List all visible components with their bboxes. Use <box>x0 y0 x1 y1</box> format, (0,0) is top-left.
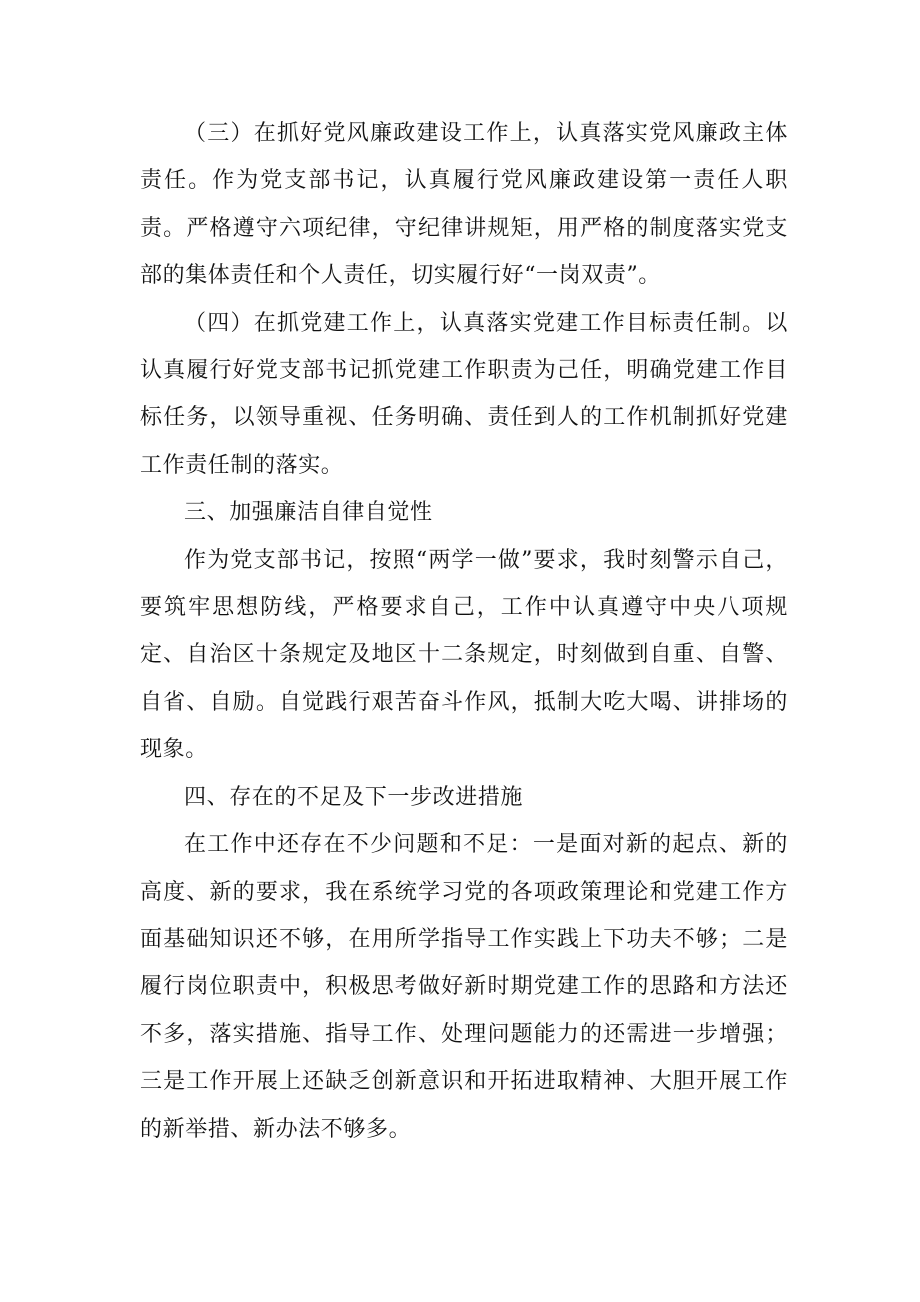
paragraph-section-3-party-conduct: （三）在抓好党风廉政建设工作上，认真落实党风廉政主体责任。作为党支部书记，认真履行党风廉政建设第一责任人职责。严格遵守六项纪律，守纪律讲规矩，用严格的制度落实党支部的集体责任和个人责任，切实履行好“一岗双责”。 <box>140 121 788 289</box>
paragraph-self-discipline: 作为党支部书记，按照“两学一做”要求，我时刻警示自己，要筑牢思想防线，严格要求自己，工作中认真遵守中央八项规定、自治区十条规定及地区十二条规定，时刻做到自重、自警、自省、自励。自觉践行艰苦奋斗作风，抵制大吃大喝、讲排场的现象。 <box>140 547 788 763</box>
paragraph-shortcomings: 在工作中还存在不少问题和不足：一是面对新的起点、新的高度、新的要求，我在系统学习党的各项政策理论和党建工作方面基础知识还不够，在用所学指导工作实践上下功夫不够；二是履行岗位职责中，积极思考做好新时期党建工作的思路和方法还不多，落实措施、指导工作、处理问题能力的还需进一步增强；三是工作开展上还缺乏创新意识和开拓进取精神、大胆开展工作的新举措、新办法不够多。 <box>140 832 788 1142</box>
heading-self-discipline: 三、加强廉洁自律自觉性 <box>184 500 433 526</box>
paragraph-section-4-party-building: （四）在抓党建工作上，认真落实党建工作目标责任制。以认真履行好党支部书记抓党建工作职责为己任，明确党建工作目标任务，以领导重视、任务明确、责任到人的工作机制抓好党建工作责任制的落实。 <box>140 310 788 478</box>
document-body <box>140 110 788 1153</box>
heading-shortcomings: 四、存在的不足及下一步改进措施 <box>184 784 524 810</box>
